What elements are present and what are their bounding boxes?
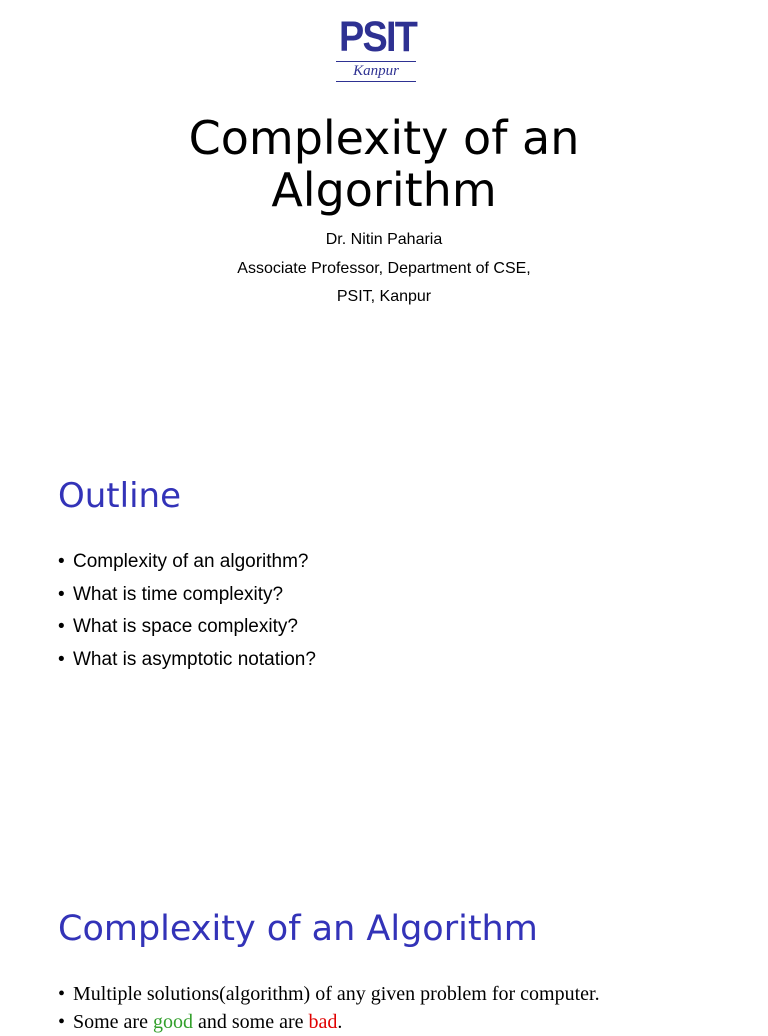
list-item-text: What is space complexity?	[73, 616, 298, 637]
list-item-text-part: .	[337, 1011, 343, 1033]
list-item	[58, 611, 316, 644]
author-name: Dr. Nitin Paharia	[325, 231, 443, 248]
author-position: Associate Professor, Department of CSE,	[237, 259, 531, 277]
bullet-icon: •	[58, 983, 66, 1005]
bullet-icon: •	[58, 616, 65, 637]
bullet-icon: •	[58, 551, 65, 572]
psit-logo	[334, 14, 418, 86]
logo-rule-bottom	[336, 81, 416, 82]
list-item	[58, 579, 316, 612]
bullet-icon: •	[58, 583, 65, 605]
list-item-text: What is asymptotic notation?	[73, 648, 316, 670]
complexity-heading: Complexity of an Algorithm	[58, 909, 538, 949]
list-item-text: Complexity of an algorithm?	[73, 551, 309, 572]
list-item	[58, 546, 316, 579]
bullet-icon: •	[58, 648, 65, 670]
list-item	[58, 644, 316, 677]
outline-list	[58, 546, 316, 676]
bullet-icon: •	[58, 1011, 66, 1033]
good-word: good	[152, 1011, 193, 1033]
slide-title: Complexity of an Algorithm	[188, 111, 580, 217]
logo-subtitle: Kanpur	[353, 63, 399, 79]
complexity-list	[58, 980, 600, 1036]
logo-wordmark: PSIT	[339, 13, 417, 61]
author-institute: PSIT, Kanpur	[336, 288, 432, 305]
complexity-slide	[0, 864, 768, 1033]
title-slide	[0, 0, 768, 432]
bad-word: bad	[308, 1011, 338, 1033]
list-item-text-part: and some are	[192, 1011, 309, 1033]
author-block	[84, 226, 684, 312]
outline-heading: Outline	[58, 476, 182, 516]
list-item	[58, 980, 600, 1008]
outline-slide	[0, 432, 768, 864]
list-item	[58, 1008, 600, 1036]
list-item-text: Multiple solutions(algorithm) of any given problem for computer.	[73, 983, 600, 1005]
list-item-text-part: Some are	[73, 1011, 153, 1033]
list-item-text: What is time complexity?	[73, 583, 284, 605]
